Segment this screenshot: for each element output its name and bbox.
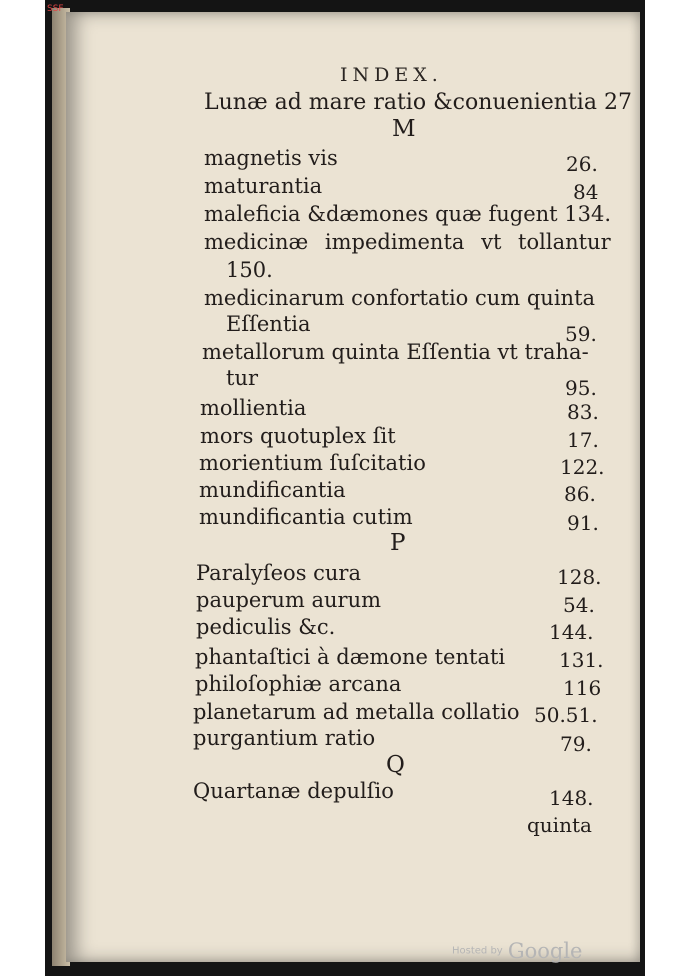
index-entry-page: 116 xyxy=(563,676,602,700)
google-logo: Google xyxy=(507,939,583,963)
section-letter-m: M xyxy=(392,116,416,142)
corner-mark: SSF xyxy=(47,4,64,14)
watermark-hosted-by: Hosted by xyxy=(452,945,503,957)
page-header: INDEX. xyxy=(340,64,443,86)
index-entry-text: Eſſentia xyxy=(226,312,311,336)
index-entry-page: 83. xyxy=(567,400,599,424)
index-entry-page: 131. xyxy=(559,648,604,672)
index-entry-text: tur xyxy=(226,366,259,390)
index-entry-page: 59. xyxy=(565,322,597,346)
index-entry-text: magnetis vis xyxy=(204,146,338,170)
hosted-by-watermark xyxy=(452,939,582,963)
index-entry-text: Lunæ ad mare ratio &conuenientia 27 xyxy=(204,90,632,115)
index-entry-text: medicinarum confortatio cum quinta xyxy=(204,286,596,310)
index-entry-page: 144. xyxy=(549,620,594,644)
section-letter-p: P xyxy=(390,530,406,556)
index-entry-text: maleficia &dæmones quæ fugent 134. xyxy=(204,202,612,226)
index-entry-text: mors quotuplex ſit xyxy=(200,424,396,448)
index-entry-text: purgantium ratio xyxy=(193,726,376,750)
index-entry-page: 91. xyxy=(567,511,599,535)
index-entry-text: planetarum ad metalla collatio xyxy=(193,700,520,724)
index-entry-page: 79. xyxy=(560,732,592,756)
index-entry-text: phantaſtici à dæmone tentati xyxy=(195,645,506,669)
index-entry-page: 26. xyxy=(566,152,598,176)
index-entry-page: 148. xyxy=(549,786,594,810)
index-entry-text: pauperum aurum xyxy=(196,588,382,612)
index-entry-page: 122. xyxy=(560,455,605,479)
index-entry-text: maturantia xyxy=(204,174,323,198)
section-letter-q: Q xyxy=(386,752,405,778)
index-entry-text: medicinæ impedimenta vt tollantur xyxy=(204,230,611,254)
index-entry-page: 86. xyxy=(564,482,596,506)
catchword: quinta xyxy=(527,813,592,837)
index-entry-page: 84 xyxy=(573,180,599,204)
index-entry-page: 17. xyxy=(567,428,599,452)
index-entry-page: 128. xyxy=(557,565,602,589)
index-entry-page: 95. xyxy=(565,376,597,400)
index-entry-text: mundificantia xyxy=(199,478,346,502)
index-entry-text: philoſophiæ arcana xyxy=(195,672,402,696)
index-entry-text: Quartanæ depulſio xyxy=(193,779,394,803)
index-entry-text: 150. xyxy=(226,258,273,282)
index-entry-text: Paralyſeos cura xyxy=(196,561,361,585)
index-entry-text: pediculis &c. xyxy=(196,615,336,639)
index-entry-text: morientium ſuſcitatio xyxy=(199,451,426,475)
index-entry-text: mollientia xyxy=(200,396,307,420)
index-entry-text: metallorum quinta Eſſentia vt traha- xyxy=(202,340,589,364)
index-entry-page: 54. xyxy=(563,593,595,617)
index-entry-text: mundificantia cutim xyxy=(199,505,413,529)
index-entry-page: 50.51. xyxy=(534,703,598,727)
